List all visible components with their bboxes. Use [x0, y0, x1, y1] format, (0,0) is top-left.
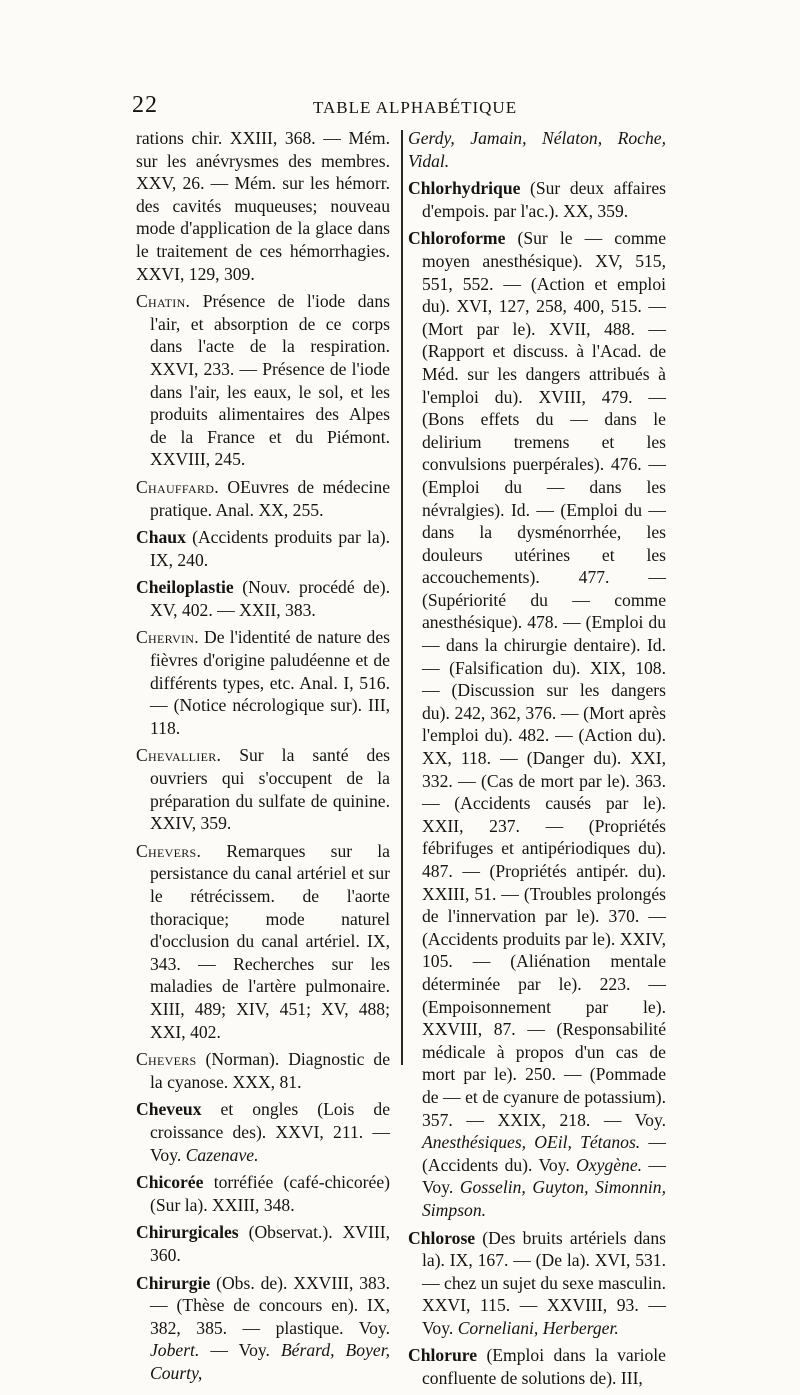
index-entry: Chevallier. Sur la santé des ouvriers qui s'occupent de la préparation du sulfate de quinine. XXIV, 359.: [136, 745, 390, 834]
entry-headword: Chirurgie: [136, 1272, 211, 1293]
entry-headword: Cheiloplastie: [136, 577, 234, 598]
entry-headword: Chauffard.: [136, 476, 219, 497]
running-title: TABLE ALPHABÉTIQUE: [313, 98, 518, 117]
index-entry: Chicorée torréfiée (café-chicorée) (Sur la). XXIII, 348.: [136, 1172, 390, 1215]
index-entry: Chlorure (Emploi dans la variole confluente de solutions de). III,: [408, 1345, 666, 1389]
entry-headword: Chatin.: [136, 291, 191, 312]
left-column: [136, 127, 390, 1389]
entry-headword: Chlorure: [408, 1345, 478, 1366]
entry-headword: Chicorée: [136, 1172, 204, 1193]
index-entry: Chirurgicales (Observat.). XVIII, 360.: [136, 1222, 390, 1265]
index-entry: Chaux (Accidents produits par la). IX, 240.: [136, 527, 390, 570]
index-entry: Chevers. Remarques sur la persistance du canal artériel et sur le rétrécissem. de l'aorte thoracique; mode naturel d'occlusion du canal artériel. IX, 343. — Recherches sur les maladies de l'artère pulmonaire. XIII, 489; XIV, 451; XV, 488; XXI, 402.: [136, 840, 390, 1042]
index-entry: Cheiloplastie (Nouv. procédé de). XV, 402. — XXII, 383.: [136, 577, 390, 620]
entry-headword: Chloroforme: [408, 228, 506, 249]
index-entry: rations chir. XXIII, 368. — Mém. sur les anévrysmes des membres. XXV, 26. — Mém. sur les hémorr. des cavités muqueuses; nouveau mode d'application de la glace dans le traitement de ces hémorrhagies. XXVI, 129, 309.: [136, 128, 390, 284]
entry-headword: Chlorhydrique: [408, 178, 521, 199]
entry-headword: Chevers: [136, 1049, 197, 1070]
entry-headword: Cheveux: [136, 1099, 202, 1120]
column-divider: [401, 130, 403, 1065]
index-entry: Chervin. De l'identité de nature des fièvres d'origine paludéenne et de différents types, etc. Anal. I, 516. — (Notice nécrologique sur). III, 118.: [136, 627, 390, 738]
index-entry: Chauffard. OEuvres de médecine pratique. Anal. XX, 255.: [136, 476, 390, 520]
index-entry: Chatin. Présence de l'iode dans l'air, et absorption de ce corps dans l'acte de la respiration. XXVI, 233. — Présence de l'iode dans l'air, les eaux, le sol, et les produits alimentaires des Alpes de la France et du Piémont. XXVIII, 245.: [136, 291, 390, 470]
index-entry: Chlorose (Des bruits artériels dans la). IX, 167. — (De la). XVI, 531. — chez un sujet du sexe masculin. XXVI, 115. — XXVIII, 93. — Voy. Corneliani, Herberger.: [408, 1227, 666, 1338]
index-entry: Cheveux et ongles (Lois de croissance des). XXVI, 211. — Voy. Cazenave.: [136, 1099, 390, 1165]
entry-headword: Chlorose: [408, 1227, 476, 1248]
page-number: 22: [132, 92, 158, 118]
right-column: [408, 127, 666, 1395]
entry-headword: Chevallier.: [136, 745, 222, 766]
index-entry: Gerdy, Jamain, Nélaton, Roche, Vidal.: [408, 128, 666, 171]
entry-headword: Chaux: [136, 527, 186, 548]
entry-headword: Chevers.: [136, 840, 202, 861]
entry-headword: Chervin.: [136, 627, 199, 648]
index-entry: Chloroforme (Sur le — comme moyen anesthésique). XV, 515, 551, 552. — (Action et emploi du). XVI, 127, 258, 400, 515. — (Mort par le). XVII, 488. — (Rapport et discuss. à l'Acad. de Méd. sur les dangers attribués à l'emploi du). XVIII, 479. — (Bons effets du — dans le delirium tremens et les convulsions puerpérales). 476. — (Emploi du — dans les névralgies). Id. — (Emploi du — dans la dysménorrhée, les douleurs utérines et les accouchements). 477. — (Supériorité du — comme anesthésique). 478. — (Emploi du — dans la chirurgie dentaire). Id. — (Falsification du). XIX, 108. — (Discussion sur les dangers du). 242, 362, 376. — (Mort après l'emploi du). 482. — (Action du). XX, 118. — (Danger du). XXI, 332. — (Cas de mort par le). 363. — (Accidents causés par le). XXII, 237. — (Propriétés fébrifuges et antipériodiques du). 487. — (Propriétés antipér. du). XXIII, 51. — (Troubles prolongés de l'innervation par le). 370. — (Accidents produits par le). XXIV, 105. — (Aliénation mentale déterminée par le). 223. — (Empoisonnement par le). XXVIII, 87. — (Responsabilité médicale à propos d'un cas de mort par le). 250. — (Pommade de — et de cyanure de potassium). 357. — XXIX, 218. — Voy. Anesthésiques, OEil, Tétanos. — (Accidents du). Voy. Oxygène. — Voy. Gosselin, Guyton, Simonnin, Simpson.: [408, 228, 666, 1220]
entry-headword: Chirurgicales: [136, 1222, 239, 1243]
index-entry: Chlorhydrique (Sur deux affaires d'empois. par l'ac.). XX, 359.: [408, 178, 666, 221]
index-entry: Chirurgie (Obs. de). XXVIII, 383. — (Thèse de concours en). IX, 382, 385. — plastique. Voy. Jobert. — Voy. Bérard, Boyer, Courty,: [136, 1272, 390, 1383]
index-entry: Chevers (Norman). Diagnostic de la cyanose. XXX, 81.: [136, 1049, 390, 1092]
